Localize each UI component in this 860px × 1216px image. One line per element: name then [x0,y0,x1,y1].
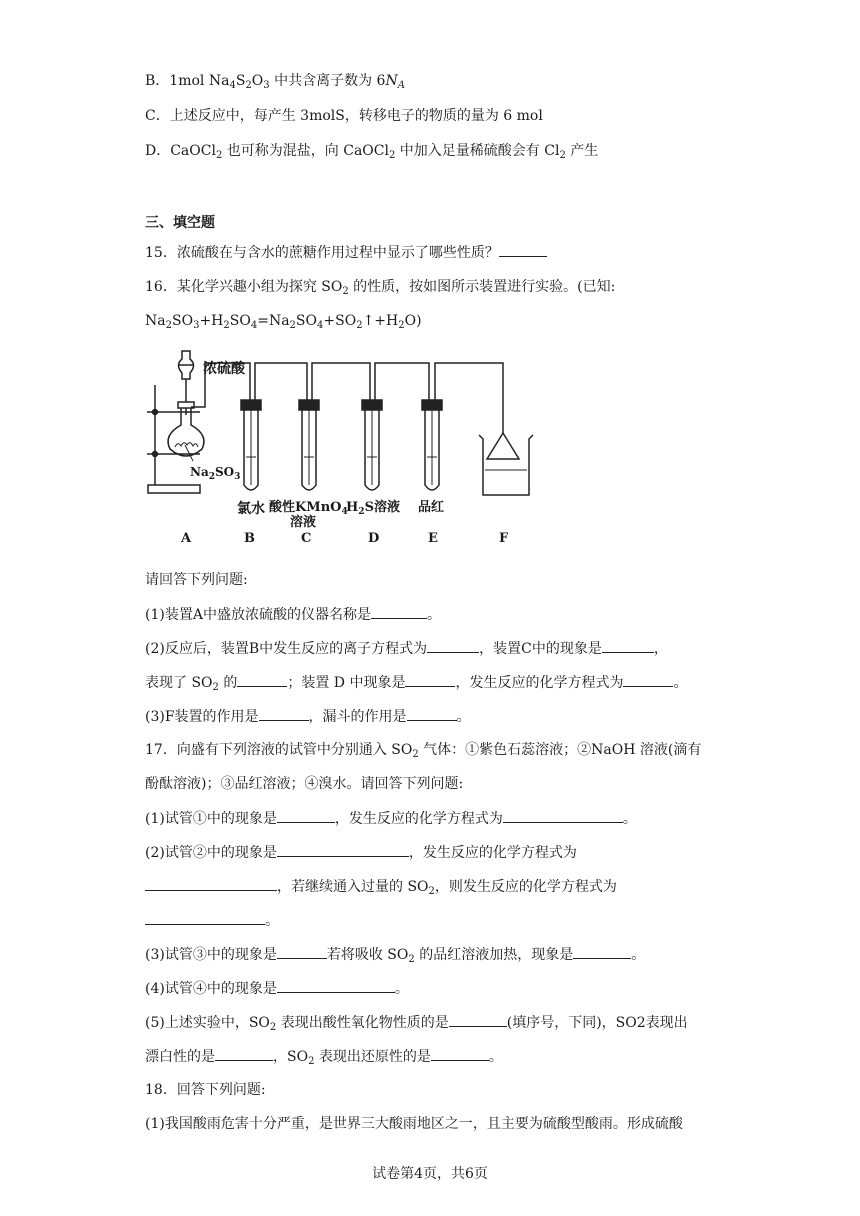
answer-blank[interactable] [371,604,427,619]
test-tube-b [241,400,261,490]
q16-prompt: 请回答下列问题: [145,572,248,588]
q16-part-2: (2)反应后，装置B中发生反应的离子方程式为 ，装置C中的现象是 ， [145,638,668,659]
q16-part-3: (3)F装置的作用是 ，漏斗的作用是 。 [145,706,471,727]
letter-b: B [244,531,255,546]
answer-blank[interactable] [499,242,547,257]
answer-blank[interactable] [405,672,455,687]
test-tube-d [362,400,382,490]
label-na2so3: $Na_2SO_3$ [190,465,241,482]
answer-blank[interactable] [407,706,457,721]
label-c-reagent-2: 溶液 [290,515,317,530]
q17-part-4: (4)试管④中的现象是 。 [145,978,409,999]
answer-blank[interactable] [573,944,631,959]
question-16-equation: $Na_2SO_3+H_2SO_4=Na_2SO_4+SO_2↑+H_2O$) [145,313,422,331]
test-tube-e [422,400,442,490]
q16-part-1: (1)装置A中盛放浓硫酸的仪器名称是 。 [145,604,441,625]
q18-part-1: (1)我国酸雨危害十分严重，是世界三大酸雨地区之一，且主要为硫酸型酸雨。形成硫酸 [145,1116,683,1132]
q17-part-2: (2)试管②中的现象是 ，发生反应的化学方程式为 [145,842,577,863]
label-d-reagent: $H_2S$溶液 [346,500,400,517]
question-15-text: 15．浓硫酸在与含水的蔗糖作用过程中显示了哪些性质？ [145,245,499,261]
letter-e: E [428,531,438,546]
letter-d: D [368,531,380,546]
q17-part-2-cont2: 。 [145,910,279,931]
answer-blank[interactable] [277,978,395,993]
test-tube-c [299,400,319,490]
answer-blank[interactable] [623,672,673,687]
option-c: C．上述反应中，每产生 3molS，转移电子的物质的量为 6 mol [145,108,543,124]
q17-part-1: (1)试管①中的现象是 ，发生反应的化学方程式为 。 [145,808,637,829]
answer-blank[interactable] [215,1046,273,1061]
letter-c: C [301,531,312,546]
beaker-f [479,433,533,495]
answer-blank[interactable] [145,876,277,891]
q17-part-5-cont: 漂白性的是 ，$SO_2$ 表现出还原性的是 。 [145,1046,503,1067]
answer-blank[interactable] [277,808,335,823]
answer-blank[interactable] [427,638,479,653]
option-d: D．CaOCl$_2$ 也可称为混盐，向 CaOCl$_2$ 中加入足量稀硫酸会有 $Cl_2$ 产生 [145,143,599,161]
q17-part-2-cont: ，若继续通入过量的 $SO_2$，则发生反应的化学方程式为 [145,876,617,897]
apparatus-figure [145,345,545,550]
answer-blank[interactable] [277,944,327,959]
answer-blank[interactable] [431,1046,489,1061]
answer-blank[interactable] [449,1012,507,1027]
question-17-stem-2: 酚酞溶液)；③品红溶液；④溴水。请回答下列问题: [145,776,464,792]
answer-blank[interactable] [237,672,287,687]
label-conc-sulfuric-acid: 浓硫酸 [203,361,245,377]
question-16-stem: 16．某化学兴趣小组为探究 $SO_2$ 的性质，按如图所示装置进行实验。(已知: [145,279,616,297]
option-b: B．1mol $Na_4S_2O_3$ 中共含离子数为 $6N_A$ [145,73,405,91]
label-e-reagent: 品红 [418,500,445,515]
label-c-reagent: 酸性KMnO$_4$ [269,500,348,517]
answer-blank[interactable] [277,842,409,857]
label-b-reagent: 氯水 [237,501,265,517]
answer-blank[interactable] [259,706,309,721]
question-18-stem: 18．回答下列问题: [145,1082,266,1098]
page-footer: 试卷第4页，共6页 [372,1166,488,1182]
answer-blank[interactable] [602,638,654,653]
q17-part-5: (5)上述实验中，$SO_2$ 表现出酸性氧化物性质的是 (填序号，下同)，SO2表现出 [145,1012,688,1033]
q16-part-2-cont: 表现了 $SO_2$ 的 ；装置 D 中现象是 ，发生反应的化学方程式为 。 [145,672,687,693]
question-15 [145,242,547,263]
answer-blank[interactable] [503,808,623,823]
question-17-stem: 17．向盛有下列溶液的试管中分别通入 $SO_2$ 气体：①紫色石蕊溶液；②NaOH 溶液(滴有 [145,742,702,760]
letter-a: A [181,531,192,546]
q17-part-3: (3)试管③中的现象是 若将吸收 $SO_2$ 的品红溶液加热，现象是 。 [145,944,645,965]
letter-f: F [499,531,509,546]
answer-blank[interactable] [145,910,265,925]
section-title: 三、填空题 [145,215,215,231]
